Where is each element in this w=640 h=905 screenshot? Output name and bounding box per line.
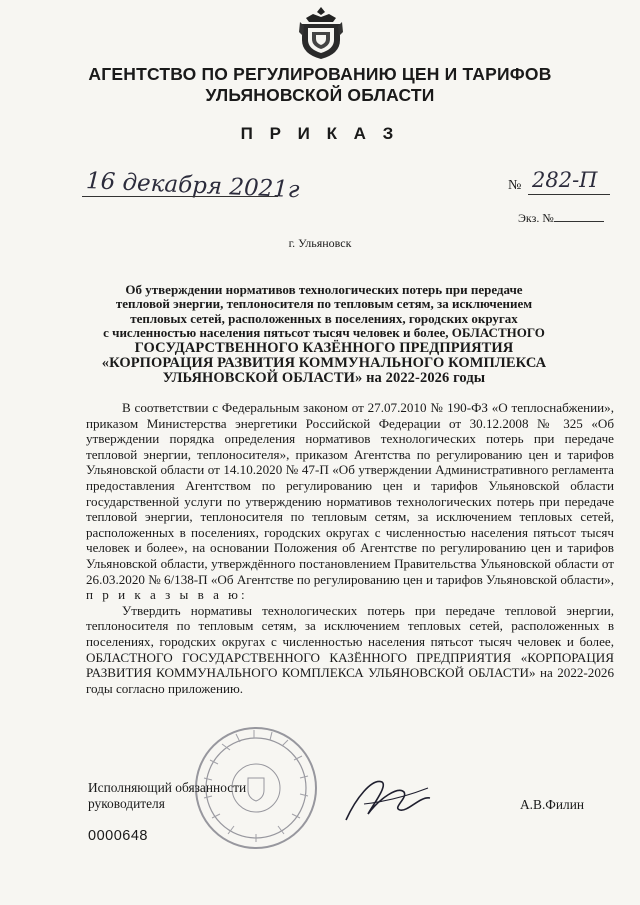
city: г. Ульяновск (288, 236, 352, 250)
heading-line-1: Об утверждении нормативов технологических потерь при передаче (125, 282, 523, 297)
order-heading (86, 283, 562, 386)
order-body (86, 400, 614, 696)
coat-of-arms-icon (298, 6, 344, 60)
handwritten-signature-icon (342, 768, 434, 828)
agency-name-line-1: АГЕНТСТВО ПО РЕГУЛИРОВАНИЮ ЦЕН И ТАРИФОВ (88, 64, 552, 84)
heading-line-7: УЛЬЯНОВСКОЙ ОБЛАСТИ» на 2022-2026 годы (162, 369, 486, 386)
order-date-handwritten: 16 декабря 2021г (85, 168, 301, 204)
signatory-name: А.В.Филин (520, 797, 585, 812)
order-title: П Р И К А З (240, 124, 400, 143)
heading-line-4: с численностью населения пятьсот тысяч человек и более, ОБЛАСТНОГО (103, 325, 545, 341)
resolution-paragraph: Утвердить нормативы технологических потерь при передаче тепловой энергии, теплоносителя по тепловым сетям, за исключением тепловых сетей, расположенных в поселениях, городских округах с численностью населения пятьсот тысяч человек и более, ОБЛАСТНОГО ГОСУДАРСТВЕННОГО КАЗЁННОГО ПРЕДПРИЯТИЯ «КОРПОРАЦИЯ РАЗВИТИЯ КОММУНАЛЬНОГО КОМПЛЕКСА УЛЬЯНОВСКОЙ ОБЛАСТИ» на 2022-2026 годы согласно приложению. (86, 602, 614, 696)
preamble-paragraph: В соответствии с Федеральным законом от 27.07.2010 № 190-ФЗ «О теплоснабжении», приказом Министерства энергетики Российской Федерации от 30.12.2008 № 325 «Об утверждении порядка определения нормативов технологических потерь при передаче тепловой энергии, теплоносителя», приказом Агентства по регулированию цен и тарифов Ульяновской области от 14.10.2020 № 47-П «Об утверждении Административного регламента предоставления Агентством по регулированию цен и тарифов Ульяновской области государственной услуги по утверждению нормативов технологических потерь при передаче тепловой энергии, теплоносителя по тепловым сетям, за исключением тепловых сетей, расположенных в поселениях, городских округах с численностью населения пятьсот тысяч человек и более», на основании Положения об Агентстве по регулированию цен и тарифов Ульяновской области, утверждённого постановлением Правительства Ульяновской области от 26.03.2020 № 6/138-П «Об Агентстве по регулированию цен и тарифов Ульяновской области», (86, 400, 614, 587)
copy-number (518, 211, 604, 226)
heading-line-3: тепловых сетей, расположенных в поселениях, городских округах (130, 310, 518, 326)
agency-name (60, 64, 580, 106)
heading-line-2: тепловой энергии, теплоносителя по тепловым сетям, за исключением (115, 296, 533, 312)
document-serial-number: 0000648 (88, 828, 148, 844)
signatory-title-line-2: руководителя (88, 796, 165, 811)
order-number-label: № (508, 178, 522, 193)
heading-line-5: ГОСУДАРСТВЕННОГО КАЗЁННОГО ПРЕДПРИЯТИЯ (134, 339, 514, 356)
heading-line-6: «КОРПОРАЦИЯ РАЗВИТИЯ КОММУНАЛЬНОГО КОМПЛЕКСА (101, 354, 547, 371)
copy-number-blank (554, 221, 604, 222)
agency-name-line-2: УЛЬЯНОВСКОЙ ОБЛАСТИ (205, 85, 435, 105)
date-underline (82, 196, 278, 197)
order-number-handwritten: 282-П (532, 168, 598, 192)
signatory-title (88, 780, 246, 812)
signatory-title-line-1: Исполняющий обязанности (88, 780, 247, 795)
copy-number-label: Экз. № (518, 211, 554, 225)
prikazyvayu: п р и к а з ы в а ю: (86, 587, 248, 603)
number-underline (528, 194, 610, 195)
